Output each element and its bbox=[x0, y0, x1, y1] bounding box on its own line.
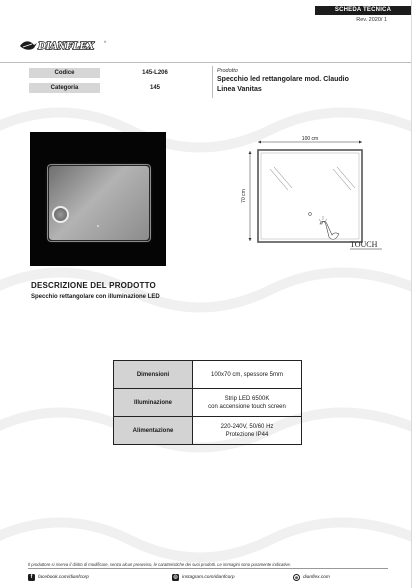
spec-row-alimentazione bbox=[114, 417, 302, 445]
touch-sensor-dot bbox=[97, 225, 99, 227]
product-label: Prodotto bbox=[217, 68, 238, 74]
instagram-icon: ◎ bbox=[173, 573, 178, 580]
spec-key: Dimensioni bbox=[114, 361, 193, 389]
product-title-line1: Specchio led rettangolare mod. Claudio bbox=[217, 76, 349, 83]
website-link[interactable] bbox=[293, 573, 330, 581]
mirror-surface bbox=[49, 166, 149, 240]
svg-text:DIANFLEX: DIANFLEX bbox=[38, 40, 95, 52]
touch-label: TOUCH bbox=[350, 240, 378, 249]
spec-key: Illuminazione bbox=[114, 389, 193, 417]
mirror-outline bbox=[258, 150, 362, 242]
spec-value bbox=[193, 417, 302, 445]
categoria-label: Categoria bbox=[29, 83, 100, 93]
height-label: 70 cm bbox=[241, 189, 247, 203]
facebook-url: facebook.com/dianfcorp bbox=[38, 574, 89, 580]
spec-value-line1: 100x70 cm, spessore 5mm bbox=[210, 371, 284, 378]
spec-key: Alimentazione bbox=[114, 417, 193, 445]
instagram-url: instagram.com/dianfcorp bbox=[182, 574, 235, 580]
spec-value-line2: con accensione touch screen bbox=[208, 403, 286, 410]
description-subtitle: Specchio rettangolare con illuminazione LED bbox=[31, 294, 160, 300]
spec-row-dimensioni bbox=[114, 361, 302, 389]
width-label: 100 cm bbox=[301, 136, 319, 142]
dianflex-logo bbox=[18, 37, 108, 53]
spec-value bbox=[193, 361, 302, 389]
spec-value-line1: 220-240V, 50/60 Hz bbox=[220, 423, 274, 430]
document-type-badge: SCHEDA TECNICA bbox=[315, 6, 411, 15]
instagram-link[interactable] bbox=[172, 573, 235, 581]
magnifying-mirror bbox=[52, 206, 69, 223]
facebook-icon: f bbox=[28, 574, 35, 581]
spec-value-line2: Protezione IP44 bbox=[225, 431, 269, 438]
website-url: dianflex.com bbox=[303, 574, 330, 580]
spec-value bbox=[193, 389, 302, 417]
header-divider bbox=[0, 62, 412, 63]
specs-table bbox=[113, 360, 302, 445]
legal-disclaimer: Il produttore si riserva il diritto di modificare, senza alcun preavviso, le caratteristiche dei suoi prodotti. Le immagini sono puramente indicative. bbox=[28, 562, 292, 567]
footer-divider bbox=[28, 568, 388, 569]
codice-label: Codice bbox=[29, 68, 100, 78]
spec-value-line1: Strip LED 6500K bbox=[224, 395, 270, 402]
product-box bbox=[212, 66, 412, 98]
globe-icon: ⊕ bbox=[294, 574, 299, 580]
description-title: DESCRIZIONE DEL PRODOTTO bbox=[31, 281, 156, 290]
spec-row-illuminazione bbox=[114, 389, 302, 417]
product-title-line2: Linea Vanitas bbox=[217, 86, 262, 93]
dimension-diagram bbox=[238, 134, 398, 254]
revision-label: Rev. 2020/ 1 bbox=[356, 17, 387, 23]
svg-text:®: ® bbox=[104, 40, 107, 44]
categoria-value: 145 bbox=[149, 85, 160, 91]
facebook-link[interactable] bbox=[28, 573, 89, 581]
codice-value: 145-L206 bbox=[142, 70, 168, 76]
